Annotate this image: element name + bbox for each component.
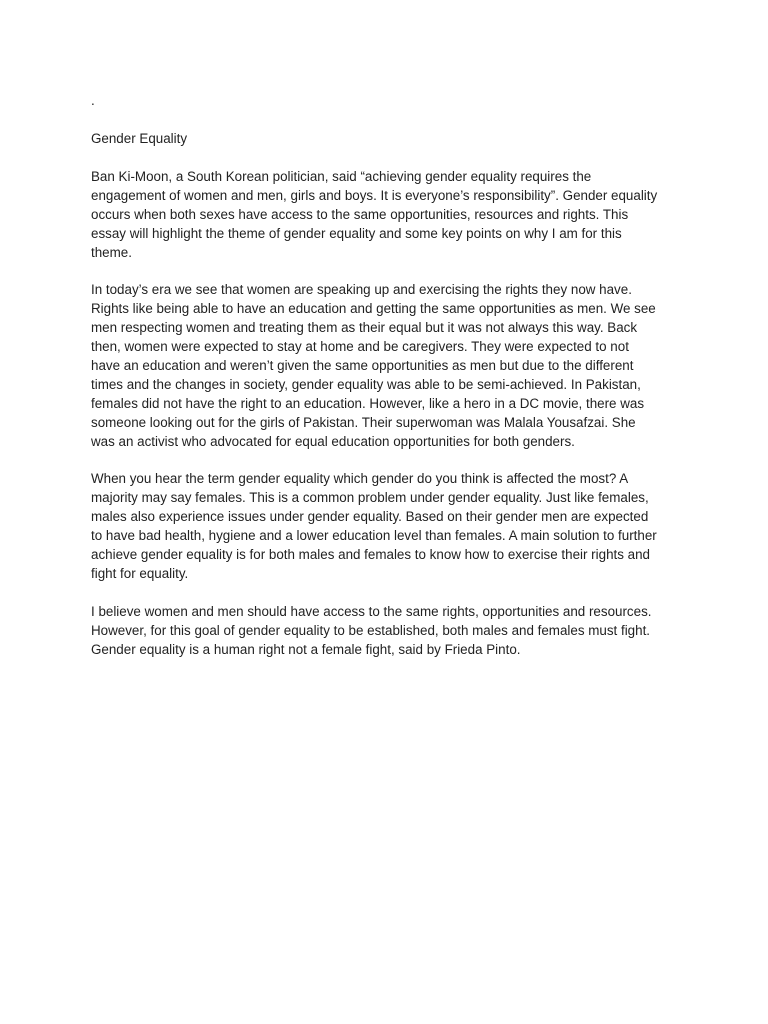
paragraph-line: essay will highlight the theme of gender equality and some key points on why I am for this <box>91 225 622 241</box>
paragraph-3 <box>91 470 691 583</box>
paragraph-line: Gender equality is a human right not a female fight, said by Frieda Pinto. <box>91 641 521 657</box>
document-body <box>91 92 691 678</box>
paragraph-line: males also experience issues under gender equality. Based on their gender men are expected <box>91 509 649 525</box>
paragraph-line: achieve gender equality is for both males and females to know how to exercise their rights and <box>91 547 650 562</box>
paragraph-4 <box>91 603 691 660</box>
paragraph-line: fight for equality. <box>91 565 189 581</box>
document-title: Gender Equality <box>91 131 188 146</box>
paragraph-line: When you hear the term gender equality which gender do you think is affected the most? A <box>91 471 629 487</box>
paragraph-line: to have bad health, hygiene and a lower education level than females. A main solution to further <box>91 528 657 544</box>
paragraph-line: was an activist who advocated for equal education opportunities for both genders. <box>91 433 575 449</box>
page-marker: . <box>91 93 95 108</box>
paragraph-line: times and the changes in society, gender equality was able to be semi-achieved. In Pakistan, <box>91 376 641 392</box>
paragraph-line: have an education and weren’t given the same opportunities as men but due to the different <box>91 357 634 373</box>
paragraph-line: majority may say females. This is a common problem under gender equality. Just like females, <box>91 490 649 506</box>
paragraph-line: Ban Ki-Moon, a South Korean politician, said “achieving gender equality requires the <box>91 168 592 184</box>
paragraph-line: then, women were expected to stay at home and be caregivers. They were expected to not <box>91 339 629 355</box>
paragraph-1 <box>91 168 691 263</box>
paragraph-line: Rights like being able to have an education and getting the same opportunities as men. We see <box>91 301 656 317</box>
paragraph-line: men respecting women and treating them as their equal but it was not always this way. Back <box>91 320 638 336</box>
paragraph-line: occurs when both sexes have access to the same opportunities, resources and rights. This <box>91 206 629 222</box>
paragraph-line: theme. <box>91 244 132 260</box>
paragraph-line: someone looking out for the girls of Pakistan. Their superwoman was Malala Yousafzai. She <box>91 414 636 430</box>
paragraph-line: In today’s era we see that women are speaking up and exercising the rights they now have. <box>91 282 632 298</box>
paragraph-line: females did not have the right to an education. However, like a hero in a DC movie, there was <box>91 395 645 411</box>
paragraph-line: engagement of women and men, girls and boys. It is everyone’s responsibility”. Gender equality <box>91 187 658 203</box>
paragraph-line: However, for this goal of gender equality to be established, both males and females must fight. <box>91 622 651 638</box>
paragraph-line: I believe women and men should have access to the same rights, opportunities and resources. <box>91 603 652 619</box>
paragraph-2 <box>91 281 691 451</box>
